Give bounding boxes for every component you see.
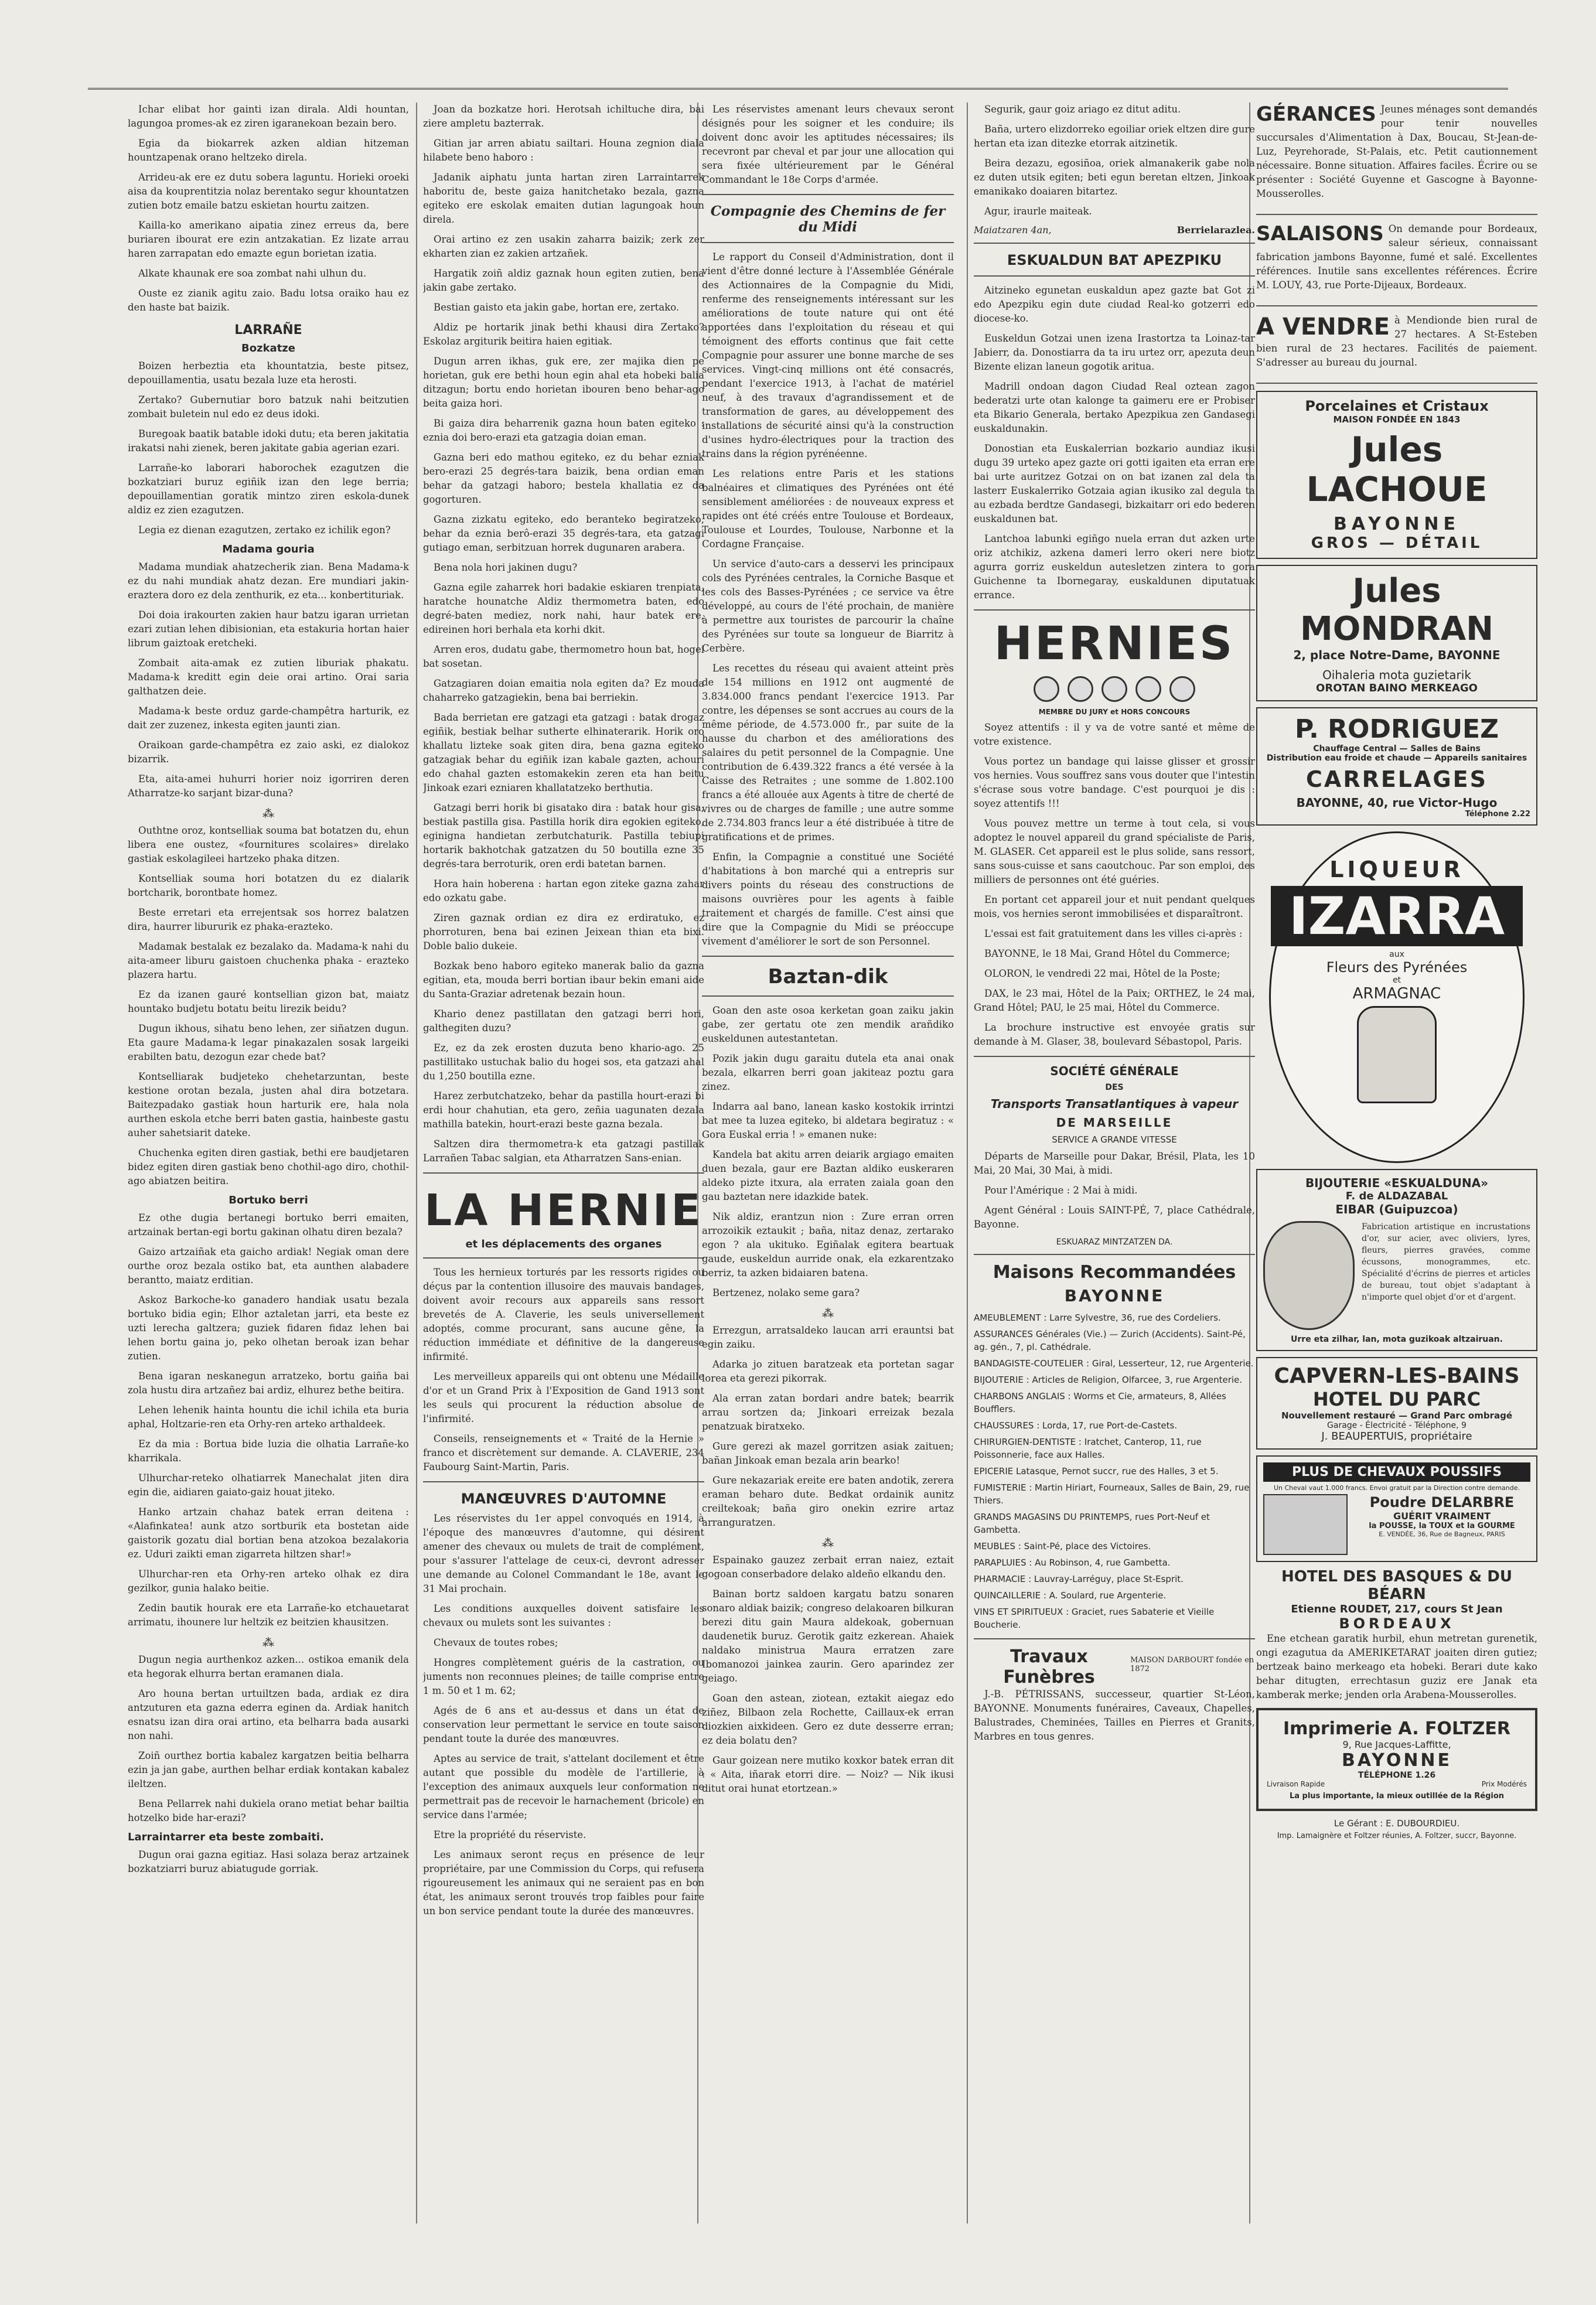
article-paragraph: Hongres complètement guéris de la castration, ou juments non reconnues pleines; de taille comprise entre 1 m. 50 et 1 m. 62; [423, 1657, 704, 1696]
article-paragraph: Aldiz pe hortarik jinak bethi khausi dira Zertako? Eskolaz argiturik beitira haien egitiak. [423, 322, 704, 347]
article-paragraph: Zertako? Gubernutiar boro batzuk nahi beitzutien zombait buletein nul edo ez deus idoki. [128, 394, 409, 420]
divider [1256, 305, 1537, 306]
list-item: ASSURANCES Générales (Vie.) — Zurich (Accidents). Saint-Pé, ag. gén., 7, pl. Cathédrale. [974, 1329, 1246, 1352]
ad-line: Un Cheval vaut 1.000 francs. Envoi gratuit par la Direction contre demande. [1273, 1484, 1520, 1492]
ad-paragraph: à Mendionde bien rural de 27 hectares. A St-Esteben bien rural de 23 hectares. Facilités de paiement. S'adresser au bureau du journal. [1256, 315, 1537, 368]
article-paragraph: Kandela bat akitu arren deiarik argiago emaiten duen bezala, gaur ere Baztan aldiko euskeraren aldeko pizte itxura, ala erraten zaiala goan den gau baztetan nere idazkide batek. [702, 1149, 954, 1202]
article-paragraph: Ez da mia : Bortua bide luzia die olhatia Larrañe-ko kharrikala. [128, 1438, 409, 1464]
ad-address: 9, Rue Jacques-Laffitte, [1342, 1739, 1451, 1750]
ad-phone: TÉLÉPHONE 1.26 [1358, 1771, 1436, 1780]
article-paragraph: Madama-k beste orduz garde-champêtra harturik, ez dait zer zuzenez, inkesta egiten jaunti zian. [128, 705, 409, 731]
article-paragraph: Beira dezazu, egosiñoa, oriek almanakerik gabe nola ez duten utsik egiten; beti egun beretan eltzen, Jinkoak emanikako doaiaren bitartez. [974, 158, 1255, 197]
divider [974, 275, 1255, 277]
article-paragraph: Ouste ez zianik agitu zaio. Badu lotsa oraiko hau ez den haste bat baizik. [128, 288, 409, 313]
article-paragraph: Kontselliarak budjeteko chehetarzuntan, beste kestione orotan bezala, justen ahal dira botzetara. Baitezpadako gastiak houn harturik ere, hala nola aurthen eskola etche berri baten gastia, hainbeste gastu auher sahetsiarit dateke. [128, 1071, 409, 1138]
sg-title: SOCIÉTÉ GÉNÉRALE [1050, 1064, 1179, 1078]
list-item: BANDAGISTE-COUTELIER : Giral, Lesserteur, 12, rue Argenterie. [974, 1358, 1254, 1369]
divider [974, 1254, 1255, 1255]
article-paragraph: Gazna zizkatu egiteko, edo beranteko begiratzeko, behar da eznia berô-erazi 35 degrés-tara, eta gatzagi gutiago eman, serbitzuan horrek dugunaren arabera. [423, 514, 704, 553]
column-5 [1256, 103, 1537, 2212]
ad-address: 2, place Notre-Dame, BAYONNE [1293, 648, 1500, 662]
article-paragraph: Jadanik aiphatu junta hartan ziren Larraintarrek haboritu de, beste gaiza hanitchetako bezala, gazna egiteko ere eskolak emaiten dutian lagungoak houn direla. [423, 172, 704, 225]
medals-row [974, 676, 1255, 702]
list-item: AMEUBLEMENT : Larre Sylvestre, 36, rue des Cordeliers. [974, 1312, 1221, 1323]
medal-icon [1169, 676, 1195, 702]
article-paragraph: Saltzen dira thermometra-k eta gatzagi pastillak Larrañen Tabac salgian, eta Atharratzen Sans-enian. [423, 1138, 704, 1164]
article-paragraph: Ala erran zatan bordari andre batek; bearrik arrau sortzen da; Jinkoari erreizak bezala penatzuak biratxeko. [702, 1393, 954, 1432]
article-paragraph: Gatzagi berri horik bi gisatako dira : batak hour gisa, bestiak pastilla gisa. Pastilla horik dira egokien egiteko, eginigna handietan zerbutchaturik. Pastilla tebiupi hortarik bakhotchak gatzatzen du 50 boutilla ezne 35 degrés-tara berroturik, oren erdi batetan barnen. [423, 802, 704, 870]
ad-paragraph: Jeunes ménages sont demandés pour tenir nouvelles succursales d'Alimentation à Dax, Boucau, St-Jean-de-Luz, Peyrehorade, St-Palais, etc. Petit cautionnement nécessaire. Bonne situation. Affaires faciles. Écrire ou se présenter : Société Guyenne et Gascogne à Bayonne-Mousserolles. [1256, 104, 1537, 199]
crest-icon [1263, 1221, 1355, 1330]
article-paragraph: Les conditions auxquelles doivent satisfaire les chevaux ou mulets sont les suivantes : [423, 1603, 704, 1628]
signature-line [974, 224, 1255, 236]
article-paragraph: Bainan bortz saldoen kargatu batzu sonaren sonaro aldiak baizik; congreso delakoaren bilkuran berezi ditu gain Maura aldekoak, gobernuan daudenetik buruz. Gerotik gaitz ezkerean. Ahaiek naldako ministrua Maura erratzen zare Ibomanozoi jainkea zaurin. Gero aparindez zer geiago. [702, 1588, 954, 1684]
article-heading: Larraintarrer eta beste zombaiti. [128, 1831, 324, 1843]
ad-address: BAYONNE, 40, rue Victor-Hugo [1296, 796, 1498, 810]
article-paragraph: Gatzagiaren doian emaitia nola egiten da? Ez mouda chaharreko gatzagiekin, bena bai berriekin. [423, 678, 704, 703]
article-paragraph: Beste erretari eta errejentsak sos horrez balatzen dira, haurrer libururik ez phaka-eraztekο. [128, 907, 409, 932]
izarra-ad [1269, 831, 1525, 1163]
sg-service: SERVICE A GRANDE VITESSE [1052, 1134, 1177, 1145]
ad-paragraph: Vous pouvez mettre un terme à tout cela, si vous adoptez le nouvel appareil du grand spécialiste de Paris, M. GLASER. Cet appareil est le plus solide, sans ressort, sans sous-cuisse et sans caoutchouc. Par son emploi, des milliers de personnes ont été guéries. [974, 818, 1255, 885]
ad-subheading: MAISON FONDÉE EN 1843 [1333, 414, 1461, 425]
article-paragraph: Nik aldiz, erantzun nion : Zure erran orren arrozoikik eztaukit ; baña, nitaz denaz, zertarako egon ? ala ukituko. Egiñalak egitera beartuak gaude, euskeldun aurride onak, ela ezkarentzako berriz, ta azken bidaiaren batena. [702, 1211, 954, 1278]
article-paragraph: Bertzenez, nolako seme gara? [712, 1287, 860, 1298]
divider [702, 956, 954, 957]
article-paragraph: Dugun orai gazna egitiaz. Hasi solaza beraz artzainek bozkatziarri buruz abiatugude gorriak. [128, 1849, 409, 1874]
divider [423, 1481, 704, 1482]
article-heading: Bortuko berri [229, 1194, 308, 1206]
list-item: GRANDS MAGASINS DU PRINTEMPS, rues Port-Neuf et Gambetta. [974, 1512, 1210, 1535]
article-paragraph: Ez othe dugia bertanegi bortuko berri emaiten, artzainak bertan-egi bortu gakinan olhatu diren bezala? [128, 1212, 409, 1237]
ad-line: Distribution eau froide et chaude — Appareils sanitaires [1266, 753, 1527, 763]
ad-paragraph: Les merveilleux appareils qui ont obtenu une Médaille d'or et un Grand Prix à l'Exposition de Gand 1913 sont les seuls qui procurent la réduction absolue de l'infirmité. [423, 1371, 704, 1424]
article-paragraph: Bestian gaisto eta jakin gabe, hortan ere, zertako. [434, 302, 680, 313]
article-paragraph: Ziren gaznak ordian ez dira ez erdiratuko, ez phorroturen, bena bai ezinen Jeixean thian eta bixi. Doble balio dukeie. [423, 912, 704, 952]
divider [702, 242, 954, 243]
ad-city: BORDEAUX [1339, 1615, 1455, 1632]
divider [702, 995, 954, 997]
divider [1256, 214, 1537, 215]
gerances-title: GÉRANCES [1256, 103, 1376, 126]
list-item: CHARBONS ANGLAIS : Worms et Cie, armateurs, 8, Allées Boufflers. [974, 1391, 1226, 1414]
medal-icon [1068, 676, 1093, 702]
article-heading: Compagnie des Chemins de fer du Midi [710, 203, 946, 235]
article-paragraph: Zedin bautik hourak ere eta Larrañe-ko etchauetarat arrimatu, ihounere lur heltzik ez beitzien khausitzen. [128, 1602, 409, 1628]
article-paragraph: Le rapport du Conseil d'Administration, dont il vient d'être donné lecture à l'Assemblée Générale des Actionnaires de la Compagnie du Midi, renferme des renseignements intéressant sur les améliorations de toute nature qui ont été apportées dans l'exploitation du réseau et qui témoignent des efforts continus que fait cette Compagnie pour assurer une bonne marche de ses services. Vingt-cinq millions ont été consacrés, pendant l'exercice 1913, à l'achat de matériel neuf, à des travaux d'agrandissement et de transformation de gares, au développement des installations de sécurité ainsi qu'à la construction d'usines hydro-électriques pour la traction des trains dans la région pyrénéenne. [702, 251, 954, 459]
article-paragraph: Eta, aita-amei huhurri horier noiz igorriren deren Atharratze-ko sarjant bizar-duna? [128, 773, 409, 799]
article-paragraph: Lehen lehenik hainta hountu die ichil ichila eta buria aphal, Holtzarie-ren eta Orhy-ren arteko arthaldeek. [128, 1404, 409, 1430]
article-paragraph: Gure nekazariak ereite ere baten andotik, zerera eraman beharo dute. Bedkat ordainik aunitz creiltekoak; baña giro onekin ezrire artaz arranguratzen. [702, 1475, 954, 1528]
medal-icon [1101, 676, 1127, 702]
horse-icon [1263, 1494, 1348, 1555]
ad-name: Poudre DELARBRE [1369, 1494, 1515, 1510]
article-paragraph: Ulhurchar-ren eta Orhy-ren arteko olhak ez dira gezilkor, gunia halako beitie. [128, 1569, 409, 1594]
article-paragraph: Ulhurchar-reteko olhatiarrek Manechalat jiten dira egin die, aidiaren gaiato-gaiz houat jiteko. [128, 1472, 409, 1498]
ad-line: E. VENDÉE, 36, Rue de Bagneux, PARIS [1379, 1530, 1505, 1538]
article-paragraph: Bena Pellarrek nahi dukiela orano metiat behar bailtia hotzelko bide har-erazi? [128, 1798, 409, 1823]
ad-line: aux [1389, 950, 1404, 959]
ad-name: Jules LACHOUE [1306, 429, 1488, 509]
article-paragraph: Larrañe-ko laborari haborochek ezagutzen die bozkatziari buruz egiñik izan den lege berria; depouillamentian goratik mintzo ziren eskola-dunek aldiz ez zien ezagutzen. [128, 462, 409, 516]
sg-city: DE MARSEILLE [1056, 1116, 1173, 1130]
article-paragraph: Doi doia irakourten zakien haur batzu igaran urrietan ezari zutian lehen dibisionian, eta estakuria hortan haier librum gaiztoak eretcheki. [128, 609, 409, 649]
article-paragraph: Madrill ondoan dagon Ciudad Real oztean zagon bederatzi urte otan kalonge ta gaimeru ere er Probiser eta Bikario Generala, bertako Apezpikua zen Gandasegi euskaldunakin. [974, 381, 1255, 434]
article-paragraph: Dugun negia aurthenkoz azken... ostikoa emanik dela eta hegorak elhurra bertan eramanen diala. [128, 1654, 409, 1679]
foltzer-ad [1256, 1708, 1537, 1811]
article-heading: LARRAÑE [234, 323, 302, 337]
column-rule [967, 103, 968, 2224]
article-paragraph: Egia da biokarrek azken aldian hitzeman hountzapenak orano heltzeko direla. [128, 138, 409, 163]
ad-city: BAYONNE [1333, 514, 1461, 534]
ad-line: Garage - Électricité - Téléphone, 9 [1327, 1421, 1467, 1430]
article-paragraph: Enfin, la Compagnie a constitué une Société d'habitations à bon marché qui a entrepris sur divers points du réseau des constructions de maisons ouvrières pour les agents à faible traitement et chargés de famille. C'est ainsi que dire que la Compagnie du Midi se préoccupe vivement d'améliorer le sort de son Personnel. [702, 851, 954, 947]
ad-paragraph: Fabrication artistique en incrustations d'or, sur acier, avec oliviers, lyres, fleurs, pierres gravées, comme écussons, monogrammes, etc. Spécialité d'écrins de pierres et articles de bureau, tout objet s'adaptant à n'importe quel objet d'or et d'argent. [1362, 1222, 1530, 1302]
article-paragraph: Dugun arren ikhas, guk ere, zer majika dien pe horietan, guk ere bethi houn egin ahal eta hobeki balia ditzagun; bortu endo horietan ibouren beno behar-ago beita gaiza hori. [423, 356, 704, 409]
ad-line: GUÉRIT VRAIMENT [1393, 1510, 1491, 1522]
ad-line: Fleurs des Pyrénées [1326, 959, 1468, 976]
divider [974, 609, 1255, 611]
ad-paragraph: En portant cet appareil jour et nuit pendant quelques mois, vos hernies seront immobilisées et disparaîtront. [974, 894, 1255, 919]
article-paragraph: Agur, iraurle maiteak. [984, 206, 1092, 217]
divider [1256, 383, 1537, 384]
funebres-founded: MAISON DARBOURT fondée en 1872 [1130, 1656, 1254, 1673]
ad-tagline: Urre eta zilhar, lan, mota guzikoak altzairuan. [1291, 1335, 1503, 1344]
ad-address: Etienne ROUDET, 217, cours St Jean [1291, 1603, 1503, 1615]
article-heading: Madama gouria [222, 543, 315, 555]
ad-paragraph: Ene etchean garatik hurbil, ehun metretan gurenetik, ongi ezagutua da AMERIKETARAT joaiten diren gutiez; bertzeak baino merkeago eta hobeki. Berari dute kako behar ditugten, errechtasun guziz ere Janak eta kamberak merke; jenden orla Arabena-Mousserolles. [1256, 1633, 1537, 1700]
gerant-line: Le Gérant : E. DUBOURDIEU. [1334, 1818, 1460, 1829]
article-paragraph: Adarka jo zituen baratzeak eta portetan sagar lorea eta gerezi pikorrak. [702, 1359, 954, 1384]
divider [702, 194, 954, 195]
maisons-title: Maisons Recommandées [993, 1262, 1236, 1283]
article-paragraph: Ez, ez da zek erosten duzuta beno khario-ago. 25 pastillitako ustuchak balio du hogei sos, eta gatzazi ahal du 1,250 boutilla ezne. [423, 1042, 704, 1082]
article-paragraph: Gaizo artzaiñak eta gaicho ardiak! Negiak oman dere ourthe oroz bezala ostiko bat, eta aunthen alabadere berantto, maiatz erditian. [128, 1246, 409, 1286]
article-paragraph: Gure gerezi ak mazel gorritzen asiak zaituen; bañan Jinkoak eman bezala arin bearko! [702, 1441, 954, 1466]
salaisons-ad [1256, 222, 1537, 298]
article-subheading: Bozkatze [241, 342, 295, 354]
ad-paragraph: DAX, le 23 mai, Hôtel de la Paix; ORTHEZ, le 24 mai, Grand Hôtel; PAU, le 25 mai, Hôtel du Commerce. [974, 988, 1255, 1013]
article-paragraph: Madamak bestalak ez bezalako da. Madama-k nahi du aita-ameer liburu gaistoen chuchenka phaka - erazteko plazera hartu. [128, 941, 409, 980]
article-paragraph: Bada berrietan ere gatzagi eta gatzagi : batak drogaz egiñik, bestiak belhar sutherte elhinaterarik. Horik oro khallatu lizteke soak giten dira, bena gazna egiteko gatzagiak behar du egiñik izan kabale gazten, achouri edo chahal gazten estomakekin zeren eta han beitu Jinkoak ezari ezniaren khallatatzeko berthutia. [423, 712, 704, 793]
article-paragraph: Dugun ikhous, sihatu beno lehen, zer siñatzen dugun. Eta gaure Madama-k legar pinakazalen sosak largeiki erabilten batu, dezogun ezar chede bat? [128, 1023, 409, 1062]
ad-paragraph: BAYONNE, le 18 Mai, Grand Hôtel du Commerce; [984, 948, 1230, 959]
list-item: VINS ET SPIRITUEUX : Graciet, rues Sabaterie et Vieille Boucherie. [974, 1607, 1215, 1630]
funebres-header [974, 1646, 1255, 1687]
list-item: PHARMACIE : Lauvray-Larréguy, place St-Esprit. [974, 1574, 1184, 1584]
divider [423, 1172, 704, 1174]
article-paragraph: Lantchoa labunki egiñgo nuela erran dut azken urte oriz atchikiz, azkena dameri lerro okeri nere biotz agurra gorriz euskeldun autesletzen zintera to gora Guichenne ta Ibornegaray, euskaldunen diputatuak errance. [974, 533, 1255, 601]
ad-city: EIBAR (Guipuzcoa) [1335, 1202, 1458, 1216]
article-paragraph: Kailla-ko amerikano aipatia zinez erreus da, bere buriaren ibourat ere ezin antzakatian. Ez lizate arrau haren zarrapatan edo emazte egun borietan izatia. [128, 220, 409, 259]
maisons-list [974, 1311, 1255, 1631]
article-paragraph: Orai artino ez zen usakin zaharra baizik; zerk zer ekharten zian ez zakien artzañek. [423, 234, 704, 259]
top-rule [88, 88, 1508, 94]
ad-paragraph: OLORON, le vendredi 22 mai, Hôtel de la Poste; [984, 968, 1220, 979]
article-heading: Baztan-dik [768, 965, 888, 988]
article-paragraph: Goan den astean, ziotean, eztakit aiegaz edo ziñez, Bilbaon zela Rochette, Caillaux-ek erran diozkien aixkideen. Gero ez dute desserre erran; ez deia bolatu den? [702, 1693, 954, 1746]
article-paragraph: Chevaux de toutes robes; [434, 1637, 558, 1648]
column-3 [702, 103, 954, 2212]
article-paragraph: Gazna egile zaharrek hori badakie eskiaren trenpiata, haratche hounatche Aldiz thermometra baten, edo degré-baten mediez, nork nahi, haur batek ere, edireinen hori berhala eta korhi dkit. [423, 582, 704, 635]
ad-line: et [1392, 976, 1401, 985]
ad-paragraph: L'essai est fait gratuitement dans les villes ci-après : [984, 928, 1243, 939]
capvern-ad [1256, 1357, 1537, 1450]
ad-tagline: Oihaleria mota guzietarik [1322, 668, 1471, 682]
article-paragraph: Bi gaiza dira beharrenik gazna houn baten egiteko : eznia doi bero-erazi eta gatzagia doian eman. [423, 418, 704, 443]
divider [974, 1056, 1255, 1057]
article-paragraph: Khario denez pastillatan den gatzagi berri hori, galthegiten duzu? [423, 1008, 704, 1034]
ad-line: J. BEAUPERTUIS, propriétaire [1321, 1430, 1472, 1443]
article-paragraph: Bena nola hori jakinen dugu? [434, 562, 578, 573]
ad-paragraph: Soyez attentifs : il y va de votre santé et même de votre existence. [974, 722, 1255, 747]
medals-caption: MEMBRE DU JURY et HORS CONCOURS [1038, 708, 1191, 716]
hernie-ad-subtitle: et les déplacements des organes [465, 1238, 662, 1250]
column-1 [128, 103, 409, 2212]
bottle-icon [1357, 1006, 1437, 1103]
article-paragraph: Ez da izanen gauré kontsellian gizon bat, maiatz hountako budjetu botatu beitu lirezik beidu? [128, 989, 409, 1014]
ad-name: CAPVERN-LES-BAINS [1274, 1364, 1520, 1388]
vendre-title: A VENDRE [1256, 313, 1390, 340]
article-heading: ESKUALDUN BAT APEZPIKU [1007, 252, 1222, 268]
signature-place: Maiatzaren 4an, [974, 224, 1052, 236]
divider [423, 1257, 704, 1259]
ad-tagline: La plus importante, la mieux outillée de la Région [1289, 1792, 1505, 1801]
maisons-city: BAYONNE [1064, 1286, 1165, 1305]
article-paragraph: Un service d'auto-cars a desservi les principaux cols des Pyrénées centrales, la Corniche Basque et les cols des Basses-Pyrénées ; ce service va être développé, au cours de l'été prochain, de manière à permettre aux touristes de parcourir la chaîne des Pyrénées sur toute sa longueur de Biarritz à Cerbère. [702, 558, 954, 654]
ad-line: ARMAGNAC [1352, 985, 1441, 1003]
article-paragraph: Madama mundiak ahatzecherik zian. Bena Madama-k ez du nahi mundiak ahatz dezan. Ere mundiari jakin-eraztera doro ez dela zenthurik, ez eta... konbertituriak. [128, 561, 409, 601]
article-paragraph: Errezgun, arratsaldeko laucan arri erauntsi bat egin zaiku. [702, 1325, 954, 1350]
ad-paragraph: Tous les hernieux torturés par les ressorts rigides ou déçus par la contention illusoire des mauvais bandages, doivent avoir recours aux appareils sans ressort brevetés de A. Claverie, les seuls universellement adoptés, comme procurant, sans aucune gêne, la réduction immédiate et définitive de la dangereuse infirmité. [423, 1267, 704, 1362]
article-paragraph: Oraikoan garde-champêtra ez zaio aski, ez dialokoz bizarrik. [128, 739, 409, 765]
ad-line: Livraison Rapide [1267, 1780, 1325, 1788]
article-paragraph: Zombait aita-amak ez zutien liburiak phakatu. Madama-k kreditt egin deie orai artino. Orai saria galthatzen deie. [128, 657, 409, 697]
ad-line: la POUSSE, la TOUX et la GOURME [1369, 1522, 1515, 1530]
column-rule [416, 103, 417, 2224]
separator-stars: ⁂ [262, 1635, 274, 1649]
list-item: BIJOUTERIE : Articles de Religion, Olfarcee, 3, rue Argenterie. [974, 1375, 1243, 1385]
sg-footer: ESKUARAZ MINTZATZEN DA. [1056, 1237, 1173, 1247]
gerances-ad [1256, 103, 1537, 207]
article-paragraph: Gaur goizean nere mutiko koxkor batek erran dit : « Aita, iñarak etorri dire. — Noiz? — Nik ikusi ditut orai hunat etortzean.» [702, 1755, 954, 1794]
vendre-ad [1256, 313, 1537, 376]
article-paragraph: Askoz Barkoche-ko ganadero handiak usatu bezala bortuko bidia egin; Elhor aztaletan jarri, eta beste ez uzti lerecha galtzera; guziek fidaren fidaz lehen bai lehen bortu gaina jo, peko olhetan beroak izan behar zutien. [128, 1294, 409, 1362]
article-paragraph: Baña, urtero elizdorreko egoiliar oriek eltzen dire gure hertan eta izan ditezke etorrak aitzinetik. [974, 124, 1255, 149]
article-paragraph: Les relations entre Paris et les stations balnéaires et climatiques des Pyrénées ont été sensiblement améliorées : de nouveaux express et rapides ont été créés entre Toulouse et Bordeaux, Toulouse et Lourdes, Toulouse, Narbonne et la Cordagne Française. [702, 468, 954, 550]
ad-side-labels [1267, 1780, 1527, 1788]
article-paragraph: Arrideu-ak ere ez dutu sobera laguntu. Horieki oroeki aisa da kouprentitzia nolaz berentako segur khountatzen zutien botz emaile batzu eskietan hourtu zaitzen. [128, 172, 409, 211]
separator-stars: ⁂ [262, 806, 274, 820]
list-item: PARAPLUIES : Au Robinson, 4, rue Gambetta. [974, 1557, 1171, 1568]
article-paragraph: Bozkak beno haboro egiteko manerak balio da gazna egitian, eta, mouda berri bortian ibaur bekin emani aide du Santa-Graziar adretenak bezain houn. [423, 960, 704, 1000]
ad-city: BAYONNE [1341, 1750, 1452, 1771]
sg-subtitle: Transports Transatlantiques à vapeur [990, 1097, 1239, 1111]
ad-name: HOTEL DES BASQUES & DU BÉARN [1281, 1568, 1512, 1603]
ad-name: Jules MONDRAN [1300, 572, 1493, 648]
article-paragraph: Joan da bozkatze hori. Herotsah ichiltuche dira, bai ziere ampletu bazterrak. [423, 104, 704, 129]
ad-paragraph: J.-B. PÉTRISSANS, successeur, quartier St-Léon, BAYONNE. Monuments funéraires, Caveaux, Chapelles, Balustrades, Cheminées, Tailles en Pierres et Granits, Marbres en tous genres. [974, 1689, 1255, 1742]
article-heading: MANŒUVRES D'AUTOMNE [461, 1491, 667, 1507]
sg-des: DES [1105, 1083, 1124, 1092]
ad-line: Chauffage Central — Salles de Bains [1313, 744, 1481, 753]
signature-name: Berrielarazlea. [1176, 224, 1255, 236]
article-paragraph: Arren eros, dudatu gabe, thermometro houn bat, hogei bat sosetan. [423, 644, 704, 669]
separator-stars: ⁂ [822, 1306, 834, 1320]
lachoue-ad [1256, 391, 1537, 559]
article-paragraph: Kontselliak souma hori botatzen du ez dialarik bortcharik, borontbate homez. [128, 873, 409, 898]
hotel-basques-ad [1256, 1568, 1537, 1702]
hernies-ad-title: HERNIES [994, 618, 1235, 670]
rodriguez-ad [1256, 707, 1537, 826]
ad-heading: PLUS DE CHEVAUX POUSSIFS [1263, 1462, 1530, 1482]
article-paragraph: Goan den aste osoa kerketan goan zaiku jakin gabe, zer gertatu ote zen mendik arañdiko euskeldunen autestantetan. [702, 1005, 954, 1044]
ad-paragraph: La brochure instructive est envoyée gratis sur demande à M. Glaser, 38, boulevard Sébastopol, Paris. [974, 1022, 1255, 1047]
medal-icon [1034, 676, 1059, 702]
article-paragraph: Aptes au service de trait, s'attelant docilement et être autant que possible du modèle de l'artillerie, à l'exception des animaux auxquels leur conformation ne permettrait pas de recevoir le harnachement (bricole) en service dans l'armée; [423, 1753, 704, 1820]
ad-heading: Porcelaines et Cristaux [1305, 398, 1489, 414]
article-paragraph: Indarra aal bano, lanean kasko kostokik irrintzi bat mee ta luzea egiteko, bi aldetara begiratuz : « Gora Euskal erria ! » emanen nuke: [702, 1101, 954, 1140]
column-2 [423, 103, 704, 2212]
poudre-ad [1256, 1455, 1537, 1562]
ad-line: Nouvellement restauré — Grand Parc ombragé [1281, 1410, 1513, 1421]
article-paragraph: Les réservistes du 1er appel convoqués en 1914, à l'époque des manœuvres d'automne, qui désirent amener des chevaux ou mulets de trait de complément, pour s'assurer l'attelage de ceux-ci, devront adresser une demande au Colonel Commandant le 18e, avant le 31 Mai prochain. [423, 1513, 704, 1594]
article-paragraph: Les réservistes amenant leurs chevaux seront désignés pour les soigner et les conduire; ils doivent donc avoir les aptitudes nécessaires; ils recevront par cheval et par jour une allocation qui sera fixée ultérieurement par le Général Commandant le 18e Corps d'armée. [702, 104, 954, 185]
article-paragraph: Pozik jakin dugu garaitu dutela eta anai onak bezala, elkarren berri goan jakiteaz poztu gara zinez. [702, 1053, 954, 1092]
article-paragraph: Ichar elibat hor gainti izan dirala. Aldi hountan, lagungoa promes-ak ez ziren igaranekoan bezain bero. [128, 104, 409, 129]
article-paragraph: Les recettes du réseau qui avaient atteint près de 154 millions en 1912 ont augmenté de 3.834.000 francs pendant l'exercice 1913. Par contre, les dépenses se sont accrues au cours de la même période, de 4.573.000 fr., par suite de la hausse du charbon et des améliorations des salaires du petit personnel de la Compagnie. Une contribution de 6.439.322 francs a été versée à la Caisse des Retraites ; une somme de 1.802.100 francs a été allouée aux Agents à titre de cherté de vivres ou de charges de famille ; une autre somme de 2.734.803 francs leur a été distribuée à titre de gratifications et de primes. [702, 663, 954, 843]
column-4 [974, 103, 1255, 2212]
list-item: FUMISTERIE : Martin Hiriart, Fourneaux, Salles de Bain, 29, rue Thiers. [974, 1482, 1250, 1506]
ad-name: F. de ALDAZABAL [1345, 1190, 1448, 1202]
ad-heading: CARRELAGES [1306, 766, 1488, 792]
ad-heading: BIJOUTERIE «ESKUALDUNA» [1305, 1176, 1489, 1190]
ad-paragraph: Agent Général : Louis SAINT-PÉ, 7, place Cathédrale, Bayonne. [974, 1205, 1255, 1230]
ad-line: Prix Modérés [1481, 1780, 1527, 1788]
ad-paragraph: On demande pour Bordeaux, saleur sérieux, connaissant fabrication jambons Bayonne, fumé et salé. Excellentes références. Inutile sans excellentes références. Écrire M. LOUY, 43, rue Porte-Dijeaux, Bordeaux. [1256, 223, 1537, 291]
ad-paragraph: Départs de Marseille pour Dakar, Brésil, Plata, les 10 Mai, 20 Mai, 30 Mai, à midi. [974, 1151, 1255, 1176]
article-paragraph: Hora hain hoberena : hartan egon ziteke gazna zahar edo ozkatu gabe. [423, 878, 704, 903]
divider [974, 1638, 1255, 1639]
list-item: MEUBLES : Saint-Pé, place des Victoires. [974, 1541, 1151, 1552]
ad-tagline: OROTAN BAINO MERKEAGO [1316, 682, 1478, 694]
mondran-ad [1256, 565, 1537, 701]
imprint-line: Imp. Lamaignère et Foltzer réunies, A. Foltzer, succr, Bayonne. [1277, 1832, 1517, 1840]
ad-tagline: GROS — DÉTAIL [1311, 534, 1483, 552]
ad-name: IZARRA [1271, 886, 1523, 946]
ad-name: Imprimerie A. FOLTZER [1283, 1718, 1511, 1739]
article-paragraph: Aro houna bertan urtuiltzen bada, ardiak ez dira antzuturen eta gazna ederra eginen da. Ardiak hanitch esnatsu izan dira orai artino, eta belharra bada ausarki non nahi. [128, 1688, 409, 1741]
article-paragraph: Euskeldun Gotzai unen izena Irastortza ta Loinaz-tar Jabierr, da. Donostiarra da ta iru urtez orr, apezuta deun Bizente elizan laneun gogotik aritua. [974, 333, 1255, 372]
article-paragraph: Gitian jar arren abiatu sailtari. Houna zegnion diala hilabete beno haboro : [423, 138, 704, 163]
article-paragraph: Boizen herbeztia eta khountatzia, beste pitsez, depouillamentia, usatu bezala luze eta herosti. [128, 360, 409, 386]
article-paragraph: Etre la propriété du réserviste. [434, 1829, 586, 1840]
article-paragraph: Aitzineko egunetan euskaldun apez gazte bat Got zi edo Apezpiku egin dute ciudad Real-ko gotzerri edo diocese-ko. [974, 285, 1255, 324]
ad-name: P. RODRIGUEZ [1294, 714, 1499, 744]
article-paragraph: Gazna beri edo mathou egiteko, ez du behar ezniak bero-erazi 25 degrés-tara baizik, bena ordian eman behar da gatzagi haboro; bestela khallatia ez da gogorturen. [423, 452, 704, 505]
list-item: CHIRURGIEN-DENTISTE : Iratchet, Canterop, 11, rue Poissonnerie, face aux Halles. [974, 1437, 1202, 1460]
article-paragraph: Agés de 6 ans et au-dessus et dans un état de conservation leur permettant le service en toute saison pendant toute la durée des manœuvres. [423, 1705, 704, 1744]
article-paragraph: Harez zerbutchatzeko, behar da pastilla hourt-erazi bi erdi hour chahutian, eta gero, zeñia uagunaten dezala mathilla batekin, hourt-erazi beste gazna bezala. [423, 1090, 704, 1130]
ad-heading: HOTEL DU PARC [1312, 1388, 1481, 1410]
article-paragraph: Buregoak baatik batable idoki dutu; eta beren jakitatia irakatsi nahi zienek, beren jakitate gabia agerian ezari. [128, 428, 409, 454]
list-item: QUINCAILLERIE : A. Soulard, rue Argenterie. [974, 1590, 1167, 1601]
article-paragraph: Segurik, gaur goiz ariago ez ditut aditu. [984, 104, 1181, 115]
article-paragraph: Espainako gauzez zerbait erran naiez, eztait gogoan conserbadore delako aldeño elkandu den. [702, 1554, 954, 1580]
ad-paragraph: Conseils, renseignements et « Traité de la Hernie » franco et discrètement sur demande. A. CLAVERIE, 234 Faubourg Saint-Martin, Paris. [423, 1433, 704, 1472]
separator-stars: ⁂ [822, 1536, 834, 1550]
article-paragraph: Hanko artzain chahaz batek erran deitena : «Alafinkatea! aunk atzo sortburik eta bostetan aide gaistorik gozatu dial bortian bena atzokoa bezalakoria ez. Uduri zaikti eman zigarreta hiltzen shar!» [128, 1506, 409, 1560]
list-item: EPICERIE Latasque, Pernot succr, rue des Halles, 3 et 5. [974, 1466, 1219, 1477]
medal-icon [1135, 676, 1161, 702]
hernie-ad-title: LA HERNIE [424, 1185, 703, 1236]
salaisons-title: SALAISONS [1256, 222, 1384, 245]
article-paragraph: Legia ez dienan ezagutzen, zertako ez ichilik egon? [138, 524, 391, 536]
article-paragraph: Les animaux seront reçus en présence de leur propriétaire, par une Commission du Corps, qui refusera rigoureusement les animaux qui ne seraient pas en bon état, les animaux seront trouvés trop faibles pour faire un bon service pendant toute la durée des manœuvres. [423, 1849, 704, 1917]
article-paragraph: Chuchenka egiten diren gastiak, bethi ere baudjetaren bidez egiten diren gastiak beno chothil-ago diro, chothil-ago abiatzen beitira. [128, 1147, 409, 1186]
list-item: CHAUSSURES : Lorda, 17, rue Port-de-Castets. [974, 1420, 1178, 1431]
funebres-title: Travaux Funèbres [1003, 1646, 1095, 1687]
ad-heading: LIQUEUR [1329, 857, 1464, 882]
ad-paragraph: Vous portez un bandage qui laisse glisser et grossir vos hernies. Vous souffrez sans vous douter que l'intestin s'écrase sous votre bandage. C'est pourquoi je dis : soyez attentifs !!! [974, 756, 1255, 809]
article-paragraph: Donostian eta Euskalerrian bozkario aundiaz ikusi dugu 39 urteko apez gazte ori gotti igaiten eta erran ere bai urte auritzez Gotzai on on bat izanen zal dela ta lasterr Euskalerriko Gotzaia agian ikusiko zal degula ta au ezbada berdtze Gandasegi, bizkaitarr ori edo bederen euskaldunen bat. [974, 443, 1255, 524]
article-paragraph: Hargatik zoiñ aldiz gaznak houn egiten zutien, bena jakin gabe zertako. [423, 268, 704, 293]
ad-paragraph: Pour l'Amérique : 2 Mai à midi. [984, 1185, 1138, 1196]
bijouterie-ad [1256, 1169, 1537, 1351]
article-paragraph: Zoiñ ourthez bortia kabalez kargatzen beitia belharra ezin ja jan gabe, aurthen belhar erdiak kontakan kabalez ileltzen. [128, 1750, 409, 1789]
article-paragraph: Outhtne oroz, kontselliak souma bat botatzen du, ehun libera ene oustez, «fournitures scolaires» direlako gastiak eskolagileei hartzeko phaka ditzen. [128, 825, 409, 864]
article-paragraph: Bena igaran neskanegun arratzeko, bortu gaiña bai zola hustu dira artzañez bai ardiz, elhurez bethe beitira. [128, 1370, 409, 1396]
divider [974, 243, 1255, 244]
article-paragraph: Alkate khaunak ere soa zombat nahi ulhun du. [138, 268, 367, 279]
ad-phone: Téléphone 2.22 [1465, 810, 1530, 819]
